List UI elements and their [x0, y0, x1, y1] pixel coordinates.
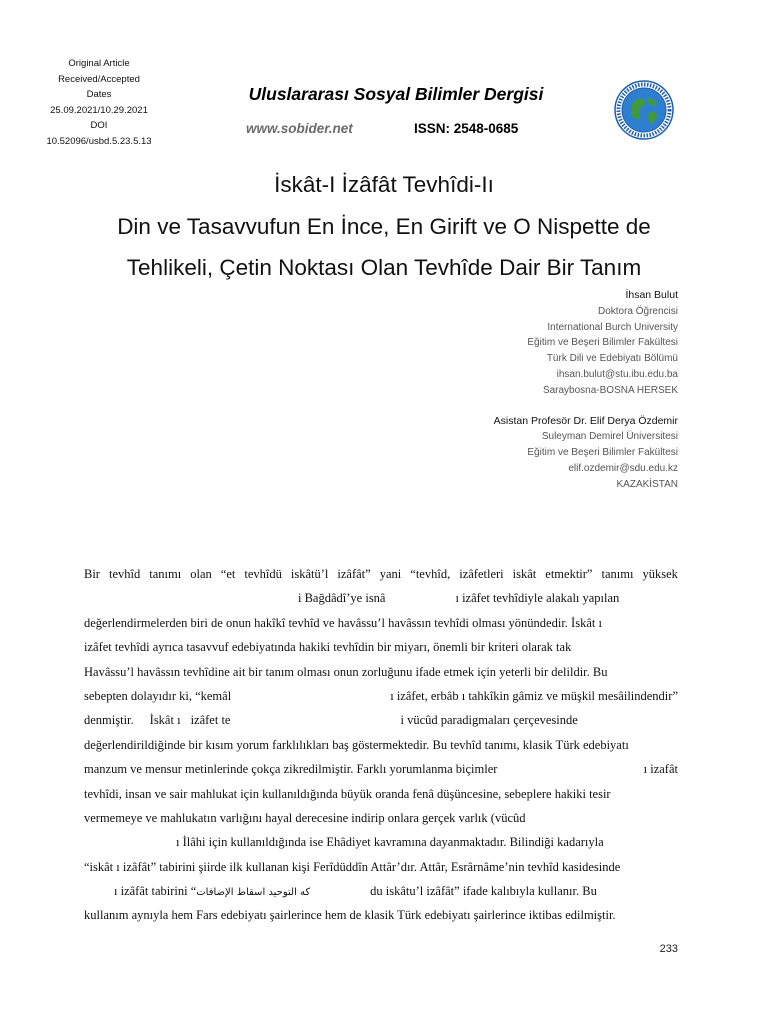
- body-line: manzum ve mensur metinlerinde çokça zikredilmiştir. Farklı yorumlanma biçimler ı izafât: [84, 762, 678, 777]
- body-line: sebepten dolayıdır ki, “kemâl ı izâfet, erbâb ı tahkîkin gâmiz ve müşkil mesâilindendir”: [84, 688, 678, 703]
- abstract-body: [84, 562, 678, 928]
- author-detail: Saraybosna-BOSNA HERSEK: [542, 384, 678, 396]
- author-detail: Suleyman Demirel Üniversitesi: [541, 431, 678, 443]
- globe-seal-icon: [614, 80, 674, 140]
- body-line: izâfet tevhîdi ayrıca tasavvuf edebiyatında hakiki tevhîdin bir miyarı, önemli bir kriteri olarak tak: [84, 640, 572, 655]
- author-detail: Doktora Öğrencisi: [597, 305, 678, 317]
- body-line: i Bağdâdî’ye isnâ ı izâfet tevhîdiyle alakalı yapılan: [298, 591, 620, 606]
- body-line: Havâssu’l havâssın tevhîdine ait bir tanım olması onun zorluğunu ifade etmek için yeterli bir delildir. Bu: [84, 664, 608, 679]
- journal-title: Uluslararası Sosyal Bilimler Dergisi: [248, 84, 544, 104]
- author-detail: Türk Dili ve Edebiyatı Bölümü: [546, 353, 678, 365]
- body-line: “iskât ı izâfât” tabirini şiirde ilk kullanan kişi Ferîdüddîn Attâr’dır. Attâr, Esrârnâme’nin tevhîd kasidesinde: [84, 859, 621, 874]
- author-detail: Eğitim ve Beşeri Bilimler Fakültesi: [527, 337, 678, 349]
- body-line: değerlendirmelerden biri de onun hakîkî tevhîd ve havâssu’l havâssın tevhîdi olması yönündedir. İskât ı: [84, 615, 602, 630]
- arabic-quote: که التوحید اسقاط الإضافات: [196, 887, 311, 899]
- author-block: [318, 288, 678, 493]
- body-line: Bir tevhîd tanımı olan “et tevhîdü iskâtü’l izâfât” yani “tevhîd, izâfetleri iskât etmektir” tanımı yüksek: [84, 567, 678, 581]
- author-detail: elif.ozdemir@sdu.edu.kz: [568, 462, 678, 474]
- meta-line: 25.09.2021/10.29.2021: [50, 104, 148, 116]
- article-metadata: [30, 56, 168, 149]
- meta-line: Dates: [86, 89, 112, 100]
- article-title-line-1: İskât-I İzâfât Tevhîdi-Iı: [274, 172, 494, 197]
- article-title-line-2: Din ve Tasavvufun En İnce, En Girift ve O Nispette de: [117, 214, 651, 239]
- body-line: ı İlâhi için kullanıldığında ise Ehâdiyet kavramına dayanmaktadır. Bilindiği kadarıyla: [176, 835, 604, 850]
- body-line: kullanım aynıyla hem Fars edebiyatı şairlerince hem de klasik Türk edebiyatı şairlerince iktibas edilmiştir.: [84, 908, 616, 923]
- body-line: değerlendirildiğinde bir kısım yorum farklılıkları baş göstermektedir. Bu tevhîd tanımı, klasik Türk edebiyatı: [84, 737, 629, 752]
- meta-line: Original Article: [68, 58, 130, 69]
- article-title-line-3: Tehlikeli, Çetin Noktası Olan Tevhîde Dair Bir Tanım: [126, 255, 642, 280]
- body-line: vermemeye ve mahlukatın varlığını hayal derecesine indirip onlara gerçek varlık (vücûd: [84, 810, 526, 825]
- author-detail: International Burch University: [547, 321, 678, 333]
- author-name: Asistan Profesör Dr. Elif Derya Özdemir: [493, 414, 678, 427]
- author-detail: Eğitim ve Beşeri Bilimler Fakültesi: [527, 447, 678, 459]
- body-line: ı izâfât tabirini “که التوحید اسقاط الإضافات du iskâtu’l izâfât” ifade kalıbıyla kullanır. Bu: [114, 884, 597, 899]
- meta-line: DOI: [90, 120, 108, 131]
- journal-website: www.sobider.net: [246, 121, 353, 136]
- body-line: denmiştir. İskât ı izâfet te i vücûd paradigmaları çerçevesinde: [84, 713, 578, 728]
- meta-line: 10.52096/usbd.5.23.5.13: [46, 135, 152, 147]
- author-detail: KAZAKİSTAN: [616, 478, 678, 490]
- journal-issn: ISSN: 2548-0685: [414, 121, 519, 136]
- author-detail: ihsan.bulut@stu.ibu.edu.ba: [556, 368, 678, 380]
- author-name: İhsan Bulut: [625, 289, 678, 301]
- page-number: 233: [659, 943, 678, 955]
- meta-line: Received/Accepted: [58, 73, 140, 85]
- body-line: tevhîdi, insan ve sair mahlukat için kullanıldığında büyük oranda fenâ düşüncesine, sebeplere hakiki tesir: [84, 786, 611, 801]
